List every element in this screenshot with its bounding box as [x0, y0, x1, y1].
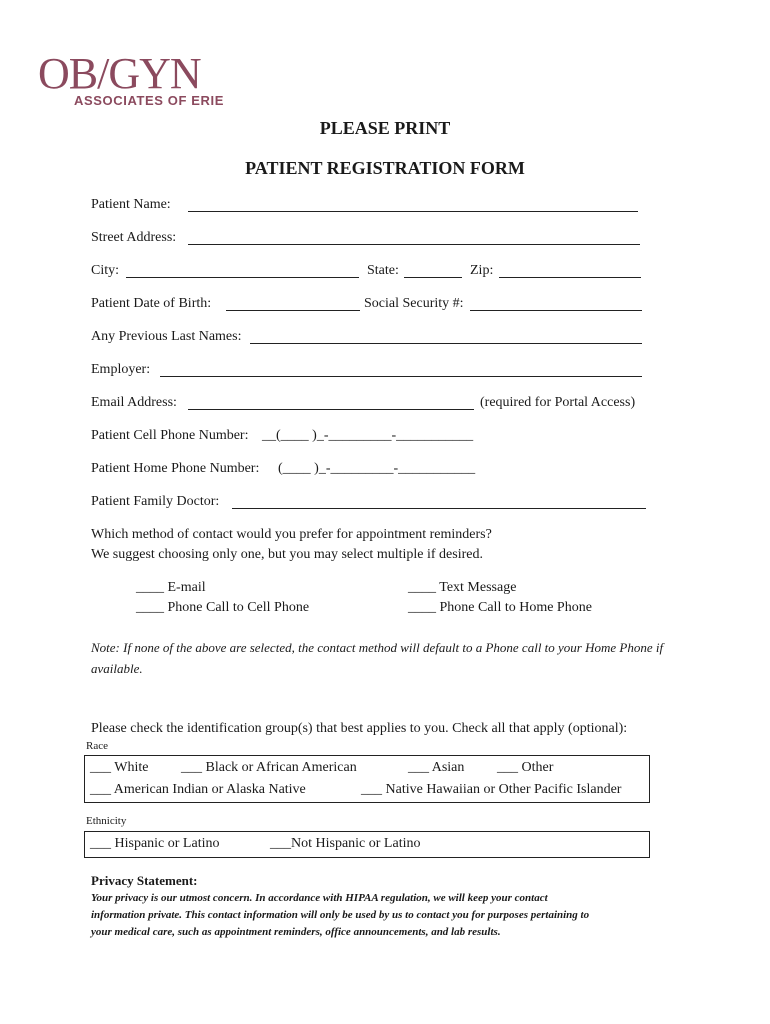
race-box [84, 755, 650, 803]
dob-field[interactable] [226, 310, 360, 311]
contact-suggestion: We suggest choosing only one, but you may select multiple if desired. [91, 547, 483, 562]
privacy-line2: information private. This contact information will only be used by us to contact you for purposes pertaining to [91, 909, 590, 921]
city-label: City: [91, 263, 120, 278]
ethnicity-option-not-hispanic[interactable]: ___Not Hispanic or Latino [270, 836, 421, 851]
zip-field[interactable] [499, 277, 641, 278]
race-option-american-indian[interactable]: ___ American Indian or Alaska Native [90, 782, 306, 797]
ssn-field[interactable] [470, 310, 642, 311]
city-field[interactable] [126, 277, 359, 278]
ethnicity-label: Ethnicity [86, 815, 127, 827]
email-note: (required for Portal Access) [480, 395, 636, 410]
employer-field[interactable] [160, 376, 642, 377]
contact-note-line2: available. [91, 661, 143, 676]
family-doctor-label: Patient Family Doctor: [91, 494, 220, 509]
employer-label: Employer: [91, 362, 151, 377]
form-title: PATIENT REGISTRATION FORM [245, 158, 525, 178]
contact-option-home-call[interactable]: ____ Phone Call to Home Phone [408, 600, 592, 615]
privacy-line3: your medical care, such as appointment reminders, office announcements, and lab results. [91, 926, 501, 938]
race-option-asian[interactable]: ___ Asian [408, 760, 465, 775]
state-field[interactable] [404, 277, 462, 278]
race-option-other[interactable]: ___ Other [497, 760, 554, 775]
previous-names-label: Any Previous Last Names: [91, 329, 242, 344]
identification-intro: Please check the identification group(s) that best applies to you. Check all that apply (optional): [91, 721, 628, 736]
street-address-label: Street Address: [91, 230, 177, 245]
home-phone-field[interactable]: (____ )_-_________-___________ [278, 461, 476, 476]
privacy-heading: Privacy Statement: [91, 873, 198, 888]
dob-label: Patient Date of Birth: [91, 296, 212, 311]
race-option-black[interactable]: ___ Black or African American [181, 760, 357, 775]
previous-names-field[interactable] [250, 343, 642, 344]
privacy-line1: Your privacy is our utmost concern. In accordance with HIPAA regulation, we will keep your contact [91, 892, 548, 904]
family-doctor-field[interactable] [232, 508, 646, 509]
logo-sub-text: ASSOCIATES OF ERIE [74, 93, 224, 108]
contact-note-line1: Note: If none of the above are selected, the contact method will default to a Phone call to your Home Phone if [91, 640, 664, 655]
ssn-label: Social Security #: [364, 296, 464, 311]
contact-option-email[interactable]: ____ E-mail [136, 580, 206, 595]
cell-phone-label: Patient Cell Phone Number: [91, 428, 249, 443]
zip-label: Zip: [470, 263, 494, 278]
cell-phone-field[interactable]: __(____ )_-_________-___________ [262, 428, 474, 443]
contact-question: Which method of contact would you prefer for appointment reminders? [91, 527, 492, 542]
race-label: Race [86, 740, 108, 752]
logo-main-text: OB/GYN [38, 49, 201, 98]
race-option-white[interactable]: ___ White [90, 760, 149, 775]
ethnicity-option-hispanic[interactable]: ___ Hispanic or Latino [90, 836, 220, 851]
home-phone-label: Patient Home Phone Number: [91, 461, 260, 476]
contact-option-cell-call[interactable]: ____ Phone Call to Cell Phone [136, 600, 310, 615]
race-option-native-hawaiian[interactable]: ___ Native Hawaiian or Other Pacific Islander [361, 782, 622, 797]
state-label: State: [367, 263, 399, 278]
email-label: Email Address: [91, 395, 177, 410]
ethnicity-box [84, 831, 650, 858]
patient-name-field[interactable] [188, 211, 638, 212]
contact-option-text[interactable]: ____ Text Message [408, 580, 517, 595]
street-address-field[interactable] [188, 244, 640, 245]
email-field[interactable] [188, 409, 474, 410]
patient-name-label: Patient Name: [91, 197, 171, 212]
logo [38, 49, 238, 112]
please-print-heading: PLEASE PRINT [319, 118, 451, 138]
